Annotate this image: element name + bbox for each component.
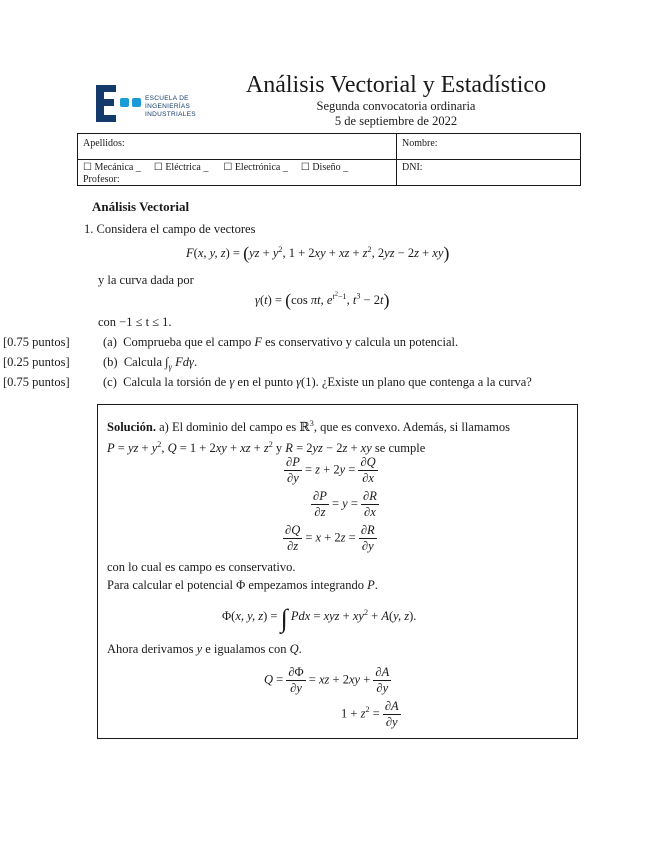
option-diseno-label: Diseño _	[312, 162, 349, 173]
checkbox-electrica[interactable]: ☐	[153, 162, 163, 173]
logo-mark-icon	[96, 85, 142, 123]
solution-para2: con lo cual es campo es conservativo.	[107, 560, 296, 574]
solution-p1a: a) El dominio del campo es	[159, 420, 297, 435]
logo-text-line2: INGENIERÍAS	[145, 103, 191, 110]
part-a-label: (a)	[103, 335, 117, 349]
part-c-text3: . ¿Existe un plano que contenga a la curva?	[315, 375, 532, 389]
solution-para4: Ahora derivamos y e igualamos con Q.	[107, 642, 302, 656]
solution-p3a: Para calcular el potencial	[107, 578, 233, 592]
eq-potential: Φ(x, y, z) = ∫ Pdx = xyz + $xy^2 + A(y$, z).	[222, 604, 417, 633]
eq-dQdz: $\frac{\partial Q}{\partial z}$ = x + 2z = $\frac{\partial R}{\partial y}$	[285, 523, 375, 553]
student-form	[77, 133, 581, 186]
curve-intro: y la curva dada por	[98, 273, 194, 287]
problem-intro: Considera el campo de vectores	[96, 222, 256, 236]
solution-para1: Solución. a) El dominio del campo es ℝ$^3$, que es convexo. Además, si llamamos P = yz + $y^2$, Q = 1 + 2xy + xz + $z^2$ y R = 2yz − 2z + xy se cumple	[107, 419, 510, 456]
part-c-text1: Calcula la torsión de	[123, 375, 227, 389]
part-b-label: (b)	[103, 355, 118, 369]
part-c-text2: en el punto	[237, 375, 293, 389]
eq-dPdz: $\frac{\partial P}{\partial z}$ = y = $\frac{\partial R}{\partial x}$	[313, 489, 377, 519]
school-logo	[96, 85, 196, 123]
part-a-text2: es conservativo y calcula un potencial.	[265, 335, 459, 349]
part-a-text1: Comprueba que el campo	[123, 335, 252, 349]
solution-p4a: Ahora derivamos	[107, 642, 194, 656]
part-c: (c) Calcula la torsión de γ en el punto γ(1). ¿Existe un plano que contenga a la curva?	[103, 375, 532, 389]
solution-p1b: , que es convexo. Además, si llamamos	[313, 420, 510, 435]
dni-field[interactable]: DNI:	[402, 162, 423, 173]
eq-A-derivative: $1 + z^2$ = $\frac{\partial A}{\partial y}$	[341, 699, 399, 729]
checkbox-mecanica[interactable]: ☐	[83, 162, 92, 173]
problem-number: 1.	[84, 222, 94, 236]
part-c-points: [0.75 puntos]	[3, 375, 70, 389]
section-heading: Análisis Vectorial	[92, 199, 190, 214]
profesor-field[interactable]: Profesor:	[83, 174, 120, 185]
solution-label: Solución.	[107, 420, 156, 435]
checkbox-diseno[interactable]: ☐	[300, 162, 310, 173]
part-a: (a) Comprueba que el campo F es conservativo y calcula un potencial.	[103, 335, 459, 349]
option-electrica-label: Eléctrica _	[165, 162, 209, 173]
part-a-points: [0.75 puntos]	[3, 335, 70, 349]
solution-p3b: empezamos integrando	[248, 578, 364, 592]
solution-p1d: se cumple	[374, 441, 426, 456]
option-electronica-label: Electrónica _	[234, 162, 288, 173]
range-text: con −1 ≤ t ≤ 1.	[98, 315, 172, 329]
eq-dPdy: $\frac{\partial P}{\partial y}$ = z + 2y = $\frac{\partial Q}{\partial x}$	[286, 455, 376, 485]
checkbox-electronica[interactable]: ☐	[223, 162, 233, 173]
exam-date: 5 de septiembre de 2022	[334, 114, 458, 128]
option-mecanica-label: Mecánica _	[94, 162, 141, 173]
solution-p4b: e igualamos con	[205, 642, 287, 656]
eq-Q-derivative: Q = $\frac{\partial\Phi}{\partial y}$ = xz + 2xy + $\frac{\partial A}{\partial y}$	[264, 665, 390, 695]
part-b-points: [0.25 puntos]	[3, 355, 70, 369]
solution-para3: Para calcular el potencial Φ empezamos integrando P.	[107, 578, 378, 592]
part-b-text1: Calcula	[123, 355, 163, 369]
part-c-label: (c)	[103, 375, 117, 389]
logo-text-line3: INDUSTRIALES	[145, 111, 196, 118]
nombre-field[interactable]: Nombre:	[402, 138, 438, 149]
apellidos-field[interactable]: Apellidos:	[83, 138, 125, 149]
exam-title: Análisis Vectorial y Estadístico	[245, 72, 547, 98]
field-equation: F(x, y, $z) = (yz + y^2$, 1 + 2xy + xz + $z^2$, 2yz − 2z + xy)	[186, 243, 450, 264]
exam-subtitle: Segunda convocatoria ordinaria	[316, 99, 476, 113]
logo-text-line1: ESCUELA DE	[145, 95, 189, 102]
part-b: (b) Calcula $\int_\gamma$ Fdγ.	[103, 355, 198, 372]
solution-p1c: y	[275, 441, 283, 456]
curve-equation: γ(t) = (cos πt, $e^{t^2-1}$, $t^3 - 2t$)	[255, 289, 390, 310]
problem-intro-line	[84, 222, 255, 237]
